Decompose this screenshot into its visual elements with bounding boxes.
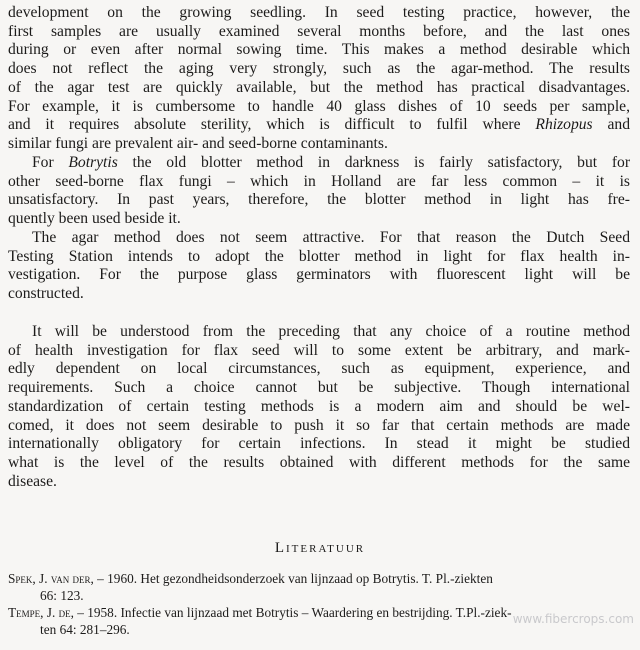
text-line: For example, it is cumbersome to handle 40 glass dishes of 10 seeds per sample, <box>8 97 630 115</box>
text-line: vestigation. For the purpose glass germinators with fluorescent light will be <box>8 266 630 284</box>
text-line: internationally obligatory for certain infections. In stead it might be studied <box>8 435 630 453</box>
reference-continuation: ten 64: 281–296. <box>40 621 130 637</box>
reference-text: – 1960. Het gezondheidsonderzoek van lijnzaad op Botrytis. T. Pl.-ziekten <box>93 571 493 586</box>
species-name: Rhizopus <box>535 116 593 134</box>
text-line: similar fungi are prevalent air- and seed-borne contaminants. <box>8 134 388 152</box>
text-line: development on the growing seedling. In seed testing practice, however, the <box>8 4 630 21</box>
text-line: constructed. <box>8 285 84 303</box>
paragraph-4 <box>8 323 630 491</box>
text-line-with-italic: and it requires absolute sterility, which is difficult to fulfil where Rhizopus and <box>8 116 631 134</box>
text-line: It will be understood from the preceding that any choice of a routine method <box>32 323 630 340</box>
text-line: of the agar test are quickly available, but the method has practical disadvantages. <box>8 78 630 96</box>
text-line: Testing Station intends to adopt the blotter method in light for flax health in- <box>8 247 630 265</box>
text-line: first samples are usually examined several months before, and the last ones <box>8 22 630 40</box>
reference-entry <box>8 571 632 604</box>
text-line-with-italic: For Botrytis the old blotter method in darkness is fairly satisfactory, but for <box>32 154 631 171</box>
section-heading: Literatuur <box>274 540 366 556</box>
watermark: www.fibercrops.com <box>512 612 634 626</box>
text-line: comed, it does not seem desirable to push it so far that certain methods are made <box>8 416 630 434</box>
text-line: other seed-borne flax fungi – which in Holland are far less common – it is <box>8 172 630 190</box>
text-line: requirements. Such a choice cannot but be subjective. Though international <box>8 379 630 397</box>
text-line: quently been used beside it. <box>8 210 181 228</box>
text-line: does not reflect the aging very strongly, such as the agar-method. The results <box>8 60 630 78</box>
text-line: of health investigation for flax seed will to some extent be arbitrary, and mark- <box>8 341 630 359</box>
reference-author: Tempe, J. de, <box>8 605 74 620</box>
reference-text: – 1958. Infectie van lijnzaad met Botrytis – Waardering en bestrijding. T.Pl.-ziek- <box>73 605 512 620</box>
text-line: unsatisfactory. In past years, therefore, the blotter method in light has fre- <box>8 191 630 209</box>
species-name: Botrytis <box>68 154 118 171</box>
reference-author: Spek, J. van der, <box>8 571 94 586</box>
paragraph-2 <box>8 154 630 229</box>
text-line: during or even after normal sowing time. This makes a method desirable which <box>8 41 630 59</box>
text-line: edly dependent on local circumstances, such as equipment, experience, and <box>8 360 630 378</box>
paragraph-1 <box>8 4 630 154</box>
paragraph-3 <box>8 229 630 304</box>
text-line: disease. <box>8 472 57 490</box>
text-line: what is the level of the results obtained with different methods for the same <box>8 453 630 471</box>
text-line: The agar method does not seem attractive. For that reason the Dutch Seed <box>32 229 630 246</box>
reference-line <box>8 571 632 588</box>
reference-continuation: 66: 123. <box>40 587 84 603</box>
text-line: standardization of certain testing methods is a modern aim and should be wel- <box>8 397 630 415</box>
